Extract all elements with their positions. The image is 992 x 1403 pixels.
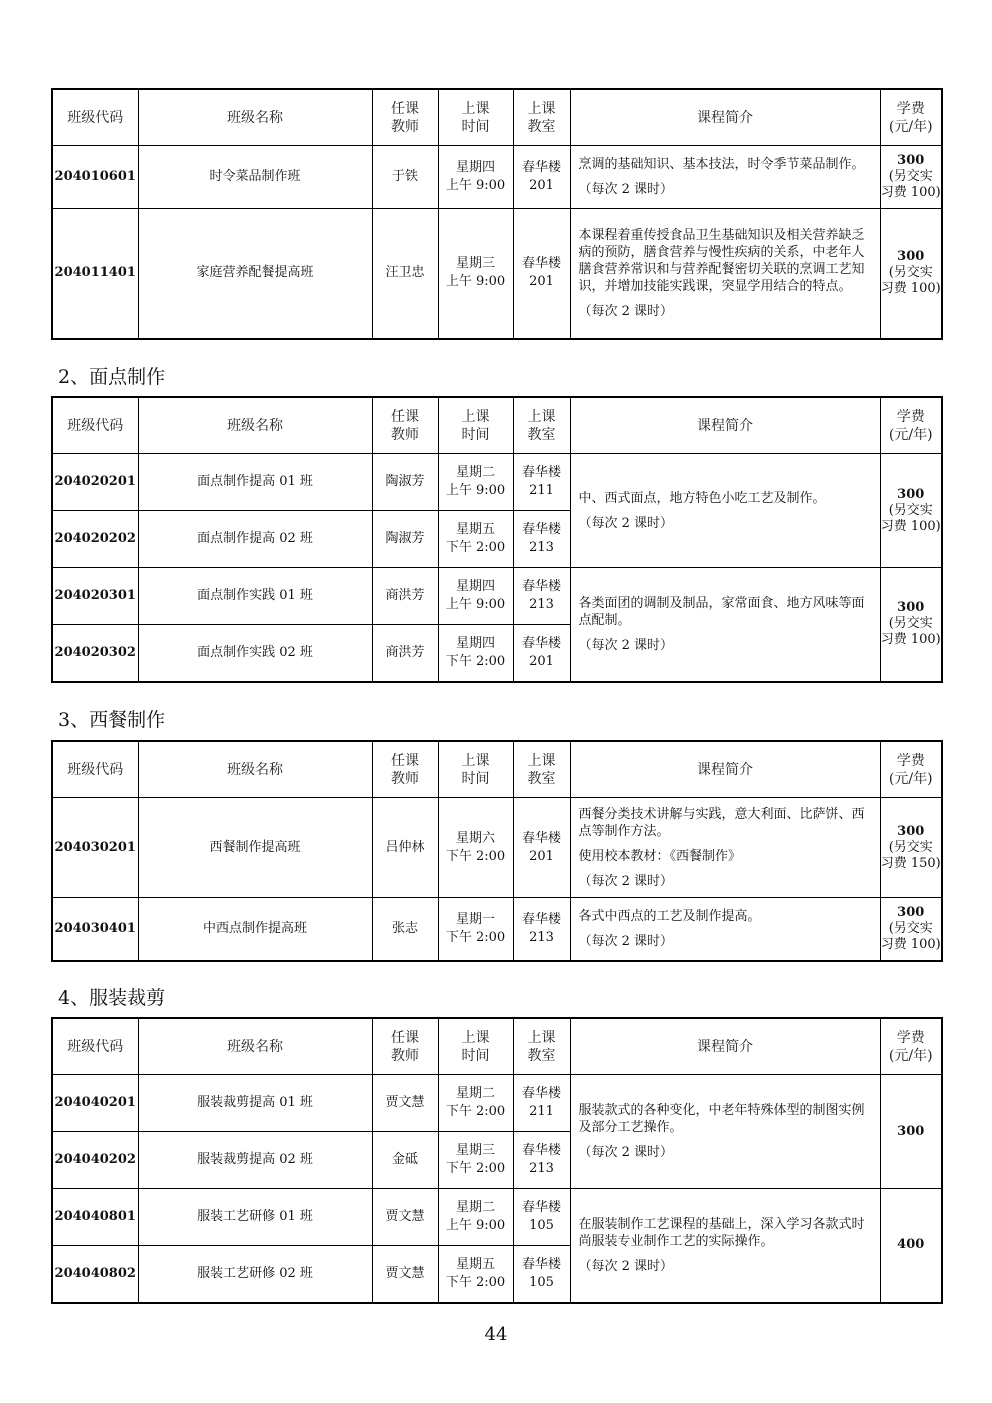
class-time: 星期四 上午 9:00 — [438, 568, 513, 625]
class-code: 204011401 — [52, 209, 138, 339]
course-intro: 在服装制作工艺课程的基础上，深入学习各款式时尚服装专业制作工艺的实际操作。 （每次 2 课时） — [570, 1189, 880, 1303]
teacher: 吕仲林 — [372, 798, 438, 898]
header-room: 上课 教室 — [513, 1018, 570, 1075]
teacher: 商洪芳 — [372, 625, 438, 682]
class-code: 204030401 — [52, 898, 138, 961]
class-name: 中西点制作提高班 — [138, 898, 372, 961]
class-time: 星期二 上午 9:00 — [438, 454, 513, 511]
table-row — [52, 209, 942, 339]
classroom: 春华楼 201 — [513, 798, 570, 898]
class-name: 面点制作提高 02 班 — [138, 511, 372, 568]
header-room: 上课 教室 — [513, 89, 570, 146]
class-code: 204020201 — [52, 454, 138, 511]
header-intro: 课程简介 — [570, 89, 880, 146]
header-fee: 学费 (元/年) — [880, 397, 942, 454]
class-time: 星期四 下午 2:00 — [438, 625, 513, 682]
classroom: 春华楼 213 — [513, 511, 570, 568]
classroom: 春华楼 201 — [513, 625, 570, 682]
classroom: 春华楼 213 — [513, 1132, 570, 1189]
page-number: 44 — [484, 1324, 508, 1345]
table-header-row — [52, 1018, 942, 1075]
table-row — [52, 1189, 942, 1246]
class-name: 服装工艺研修 01 班 — [138, 1189, 372, 1246]
teacher: 贾文慧 — [372, 1246, 438, 1303]
course-intro: 烹调的基础知识、基本技法，时令季节菜品制作。 （每次 2 课时） — [570, 146, 880, 209]
section-title-tailoring: 4、服装裁剪 — [58, 987, 166, 1009]
header-class-name: 班级名称 — [138, 1018, 372, 1075]
class-code: 204040201 — [52, 1075, 138, 1132]
table-header-row — [52, 397, 942, 454]
header-class-code: 班级代码 — [52, 397, 138, 454]
tuition-fee: 300 (另交实 习费 150) — [880, 798, 942, 898]
teacher: 商洪芳 — [372, 568, 438, 625]
header-class-name: 班级名称 — [138, 89, 372, 146]
tuition-fee: 300 (另交实 习费 100) — [880, 209, 942, 339]
course-table-cooking — [51, 88, 943, 340]
classroom: 春华楼 213 — [513, 568, 570, 625]
class-code: 204040202 — [52, 1132, 138, 1189]
table-row — [52, 568, 942, 625]
class-code: 204020202 — [52, 511, 138, 568]
table-header-row — [52, 89, 942, 146]
header-teacher: 任课 教师 — [372, 397, 438, 454]
class-time: 星期六 下午 2:00 — [438, 798, 513, 898]
course-intro: 服装款式的各种变化，中老年特殊体型的制图实例及部分工艺操作。 （每次 2 课时） — [570, 1075, 880, 1189]
table-row — [52, 454, 942, 511]
table-header-row — [52, 741, 942, 798]
header-class-name: 班级名称 — [138, 741, 372, 798]
tuition-fee: 400 — [880, 1189, 942, 1303]
teacher: 陶淑芳 — [372, 454, 438, 511]
header-time: 上课 时间 — [438, 741, 513, 798]
classroom: 春华楼 105 — [513, 1189, 570, 1246]
course-intro: 各类面团的调制及制品，家常面食、地方风味等面点配制。 （每次 2 课时） — [570, 568, 880, 682]
class-time: 星期五 下午 2:00 — [438, 511, 513, 568]
header-intro: 课程简介 — [570, 397, 880, 454]
table-row — [52, 146, 942, 209]
class-name: 西餐制作提高班 — [138, 798, 372, 898]
section-title-pastry: 2、面点制作 — [58, 366, 166, 388]
class-name: 面点制作实践 01 班 — [138, 568, 372, 625]
classroom: 春华楼 213 — [513, 898, 570, 961]
course-table-western — [51, 740, 943, 962]
course-intro: 本课程着重传授食品卫生基础知识及相关营养缺乏病的预防，膳食营养与慢性疾病的关系，中老年人膳食营养常识和与营养配餐密切关联的烹调工艺知识，并增加技能实践课，突显学用结合的特点。 （每次 2 课时） — [570, 209, 880, 339]
tuition-fee: 300 — [880, 1075, 942, 1189]
table-row — [52, 1075, 942, 1132]
header-fee: 学费 (元/年) — [880, 89, 942, 146]
teacher: 金砥 — [372, 1132, 438, 1189]
header-intro: 课程简介 — [570, 741, 880, 798]
teacher: 汪卫忠 — [372, 209, 438, 339]
header-room: 上课 教室 — [513, 397, 570, 454]
header-fee: 学费 (元/年) — [880, 1018, 942, 1075]
teacher: 贾文慧 — [372, 1189, 438, 1246]
header-time: 上课 时间 — [438, 1018, 513, 1075]
class-name: 面点制作提高 01 班 — [138, 454, 372, 511]
class-time: 星期四 上午 9:00 — [438, 146, 513, 209]
table-row — [52, 898, 942, 961]
course-table-tailoring — [51, 1017, 943, 1304]
header-room: 上课 教室 — [513, 741, 570, 798]
classroom: 春华楼 105 — [513, 1246, 570, 1303]
class-code: 204040801 — [52, 1189, 138, 1246]
header-teacher: 任课 教师 — [372, 741, 438, 798]
teacher: 陶淑芳 — [372, 511, 438, 568]
classroom: 春华楼 201 — [513, 209, 570, 339]
class-code: 204010601 — [52, 146, 138, 209]
class-name: 面点制作实践 02 班 — [138, 625, 372, 682]
section-title-western: 3、西餐制作 — [58, 709, 166, 731]
tuition-fee: 300 (另交实 习费 100) — [880, 454, 942, 568]
class-name: 时令菜品制作班 — [138, 146, 372, 209]
class-time: 星期五 下午 2:00 — [438, 1246, 513, 1303]
header-fee: 学费 (元/年) — [880, 741, 942, 798]
teacher: 于铁 — [372, 146, 438, 209]
course-intro: 西餐分类技术讲解与实践，意大利面、比萨饼、西点等制作方法。 使用校本教材：《西餐制作》 （每次 2 课时） — [570, 798, 880, 898]
header-class-code: 班级代码 — [52, 741, 138, 798]
classroom: 春华楼 211 — [513, 454, 570, 511]
header-class-code: 班级代码 — [52, 89, 138, 146]
class-name: 服装工艺研修 02 班 — [138, 1246, 372, 1303]
class-code: 204020301 — [52, 568, 138, 625]
classroom: 春华楼 201 — [513, 146, 570, 209]
teacher: 贾文慧 — [372, 1075, 438, 1132]
header-teacher: 任课 教师 — [372, 1018, 438, 1075]
table-row — [52, 798, 942, 898]
class-name: 家庭营养配餐提高班 — [138, 209, 372, 339]
class-time: 星期二 下午 2:00 — [438, 1075, 513, 1132]
header-class-code: 班级代码 — [52, 1018, 138, 1075]
class-code: 204030201 — [52, 798, 138, 898]
header-time: 上课 时间 — [438, 89, 513, 146]
course-intro: 各式中西点的工艺及制作提高。 （每次 2 课时） — [570, 898, 880, 961]
course-table-pastry — [51, 396, 943, 683]
class-time: 星期三 下午 2:00 — [438, 1132, 513, 1189]
class-time: 星期三 上午 9:00 — [438, 209, 513, 339]
header-teacher: 任课 教师 — [372, 89, 438, 146]
class-name: 服装裁剪提高 01 班 — [138, 1075, 372, 1132]
class-time: 星期一 下午 2:00 — [438, 898, 513, 961]
header-time: 上课 时间 — [438, 397, 513, 454]
header-intro: 课程简介 — [570, 1018, 880, 1075]
course-intro: 中、西式面点，地方特色小吃工艺及制作。 （每次 2 课时） — [570, 454, 880, 568]
tuition-fee: 300 (另交实 习费 100) — [880, 146, 942, 209]
class-code: 204040802 — [52, 1246, 138, 1303]
header-class-name: 班级名称 — [138, 397, 372, 454]
tuition-fee: 300 (另交实 习费 100) — [880, 568, 942, 682]
class-name: 服装裁剪提高 02 班 — [138, 1132, 372, 1189]
class-time: 星期二 上午 9:00 — [438, 1189, 513, 1246]
tuition-fee: 300 (另交实 习费 100) — [880, 898, 942, 961]
class-code: 204020302 — [52, 625, 138, 682]
classroom: 春华楼 211 — [513, 1075, 570, 1132]
teacher: 张志 — [372, 898, 438, 961]
